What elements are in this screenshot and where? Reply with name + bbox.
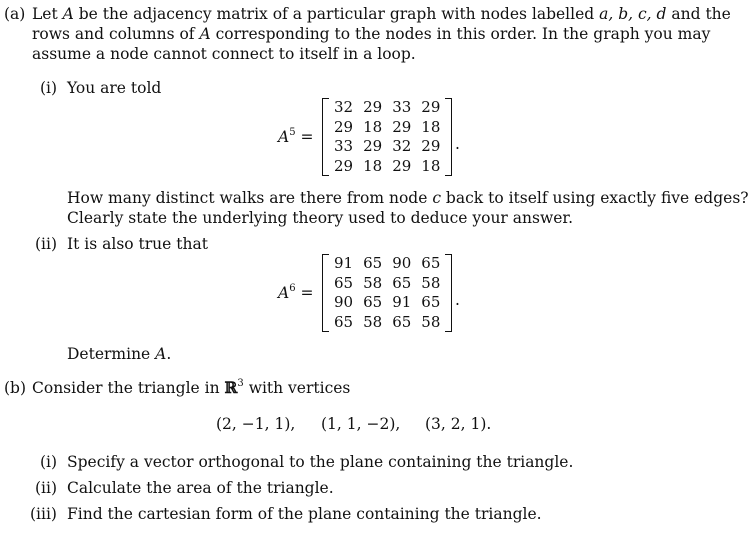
matrix-a5-period: .	[455, 135, 460, 153]
sub-i-label: (i)	[40, 79, 58, 97]
matrix-row: 65 58 65 58	[334, 273, 441, 292]
determine-text: Determine A.	[67, 345, 172, 363]
sub-i-text: You are told	[67, 79, 162, 97]
sub-ii-label: (ii)	[35, 235, 58, 253]
b-item-label: (ii)	[35, 479, 58, 497]
b-item-text: Calculate the area of the triangle.	[67, 479, 334, 497]
sub-i-question-1: How many distinct walks are there from node c back to itself using exactly five edges?	[67, 189, 749, 207]
sub-ii-text: It is also true that	[67, 235, 208, 253]
matrix-row: 33 29 32 29	[334, 137, 441, 155]
sub-i-question-2: Clearly state the underlying theory used to deduce your answer.	[67, 209, 574, 227]
matrix-a6-period: .	[455, 291, 460, 309]
matrix-a5	[322, 98, 452, 176]
matrix-row: 32 29 33 29	[334, 98, 441, 116]
part-a-line-1: Let A be the adjacency matrix of a particular graph with nodes labelled a, b, c, d and the	[32, 5, 731, 23]
part-b-text: Consider the triangle in ℝ$^3$ with vertices	[32, 378, 351, 397]
matrix-row: 29 18 29 18	[334, 156, 441, 175]
left-bracket	[322, 254, 329, 332]
matrix-row: 65 58 65 58	[334, 312, 441, 331]
part-b-label: (b)	[4, 379, 27, 397]
part-a-label: (a)	[4, 5, 26, 23]
b-item-label: (i)	[40, 453, 58, 471]
vertex: (3, 2, 1).	[425, 415, 492, 433]
vertex: (2, −1, 1),	[216, 415, 296, 433]
matrix-row: 29 18 29 18	[334, 117, 441, 136]
matrix-row: 91 65 90 65	[334, 254, 441, 272]
right-bracket	[445, 98, 452, 176]
matrix-row: 90 65 91 65	[334, 293, 441, 311]
matrix-a5-lhs: $A^5$ =	[278, 127, 314, 146]
matrix-a6-lhs: $A^6$ =	[278, 283, 314, 302]
b-item-text: Specify a vector orthogonal to the plane containing the triangle.	[67, 453, 574, 471]
vertex: (1, 1, −2),	[321, 415, 401, 433]
left-bracket	[322, 98, 329, 176]
part-a-line-3: assume a node cannot connect to itself in a loop.	[32, 45, 416, 63]
part-a-line-2: rows and columns of A corresponding to the nodes in this order. In the graph you may	[32, 25, 711, 43]
b-item-text: Find the cartesian form of the plane containing the triangle.	[67, 505, 542, 523]
b-item-label: (iii)	[30, 505, 57, 523]
right-bracket	[445, 254, 452, 332]
matrix-a6	[322, 254, 452, 332]
